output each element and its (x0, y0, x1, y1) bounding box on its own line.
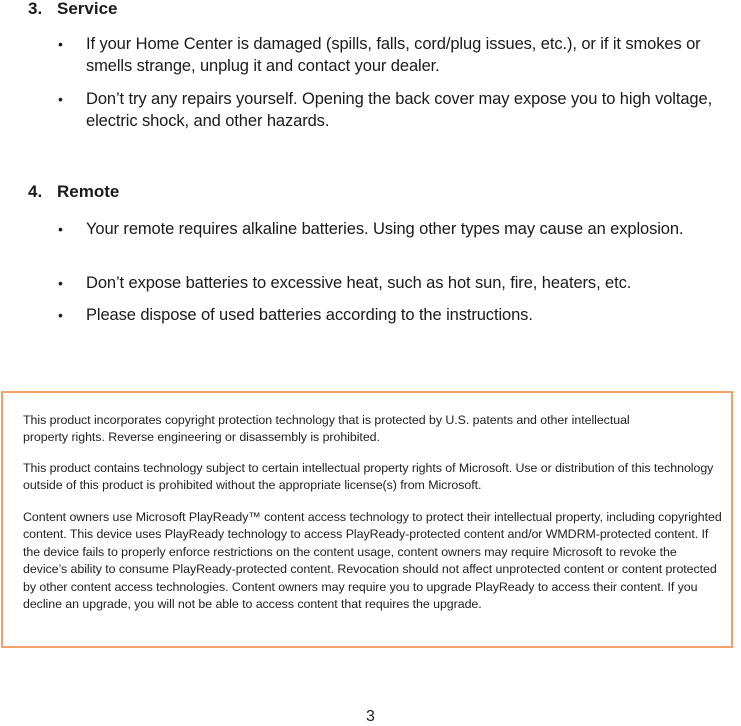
bullet-icon: • (58, 275, 63, 291)
notice-paragraph-copyright: This product incorporates copyright protection technology that is protected by U.S. patents and other intellectual property rights. Reverse engineering or disassembly is prohibited. (23, 413, 630, 445)
notice-paragraph-microsoft-ip: This product contains technology subject to certain intellectual property rights of Microsoft. Use or distribution of this technology outside of this product is prohibited without the appropriate license(s) from Microsoft. (23, 461, 714, 493)
bullet-text: Please dispose of used batteries according to the instructions. (86, 306, 533, 324)
section-heading-remote (28, 182, 119, 202)
legal-notice-box (1, 391, 733, 648)
bullet-icon: • (58, 91, 63, 107)
notice-paragraph-playready: Content owners use Microsoft PlayReady™ content access technology to protect their intellectual property, including copyrighted content. This device uses PlayReady technology to access PlayReady-protected content and/or WMDRM-protected content. If the device fails to properly enforce restrictions on the content usage, content owners may require Microsoft to revoke the device’s ability to consume PlayReady-protected content. Revocation should not affect unprotected content or content protected by other content access technologies. Content owners may require you to upgrade PlayReady to access their content. If you decline an upgrade, you will not be able to access content that requires the upgrade. (23, 510, 722, 612)
bullet-text: If your Home Center is damaged (spills, falls, cord/plug issues, etc.), or if it smokes or smells strange, unplug it and contact your dealer. (86, 35, 701, 75)
section-title: Remote (57, 182, 120, 201)
page-number: 3 (366, 708, 375, 725)
section-number: 3. (28, 0, 43, 18)
bullet-icon: • (58, 307, 63, 323)
bullet-icon: • (58, 221, 63, 237)
section-number: 4. (28, 182, 43, 201)
bullet-text: Your remote requires alkaline batteries. Using other types may cause an explosion. (86, 220, 684, 238)
section-heading-service (28, 0, 118, 19)
bullet-text: Don’t try any repairs yourself. Opening the back cover may expose you to high voltage, electric shock, and other hazards. (86, 90, 713, 130)
bullet-text: Don’t expose batteries to excessive heat, such as hot sun, fire, heaters, etc. (86, 274, 632, 292)
section-title: Service (57, 0, 118, 18)
bullet-icon: • (58, 36, 63, 52)
